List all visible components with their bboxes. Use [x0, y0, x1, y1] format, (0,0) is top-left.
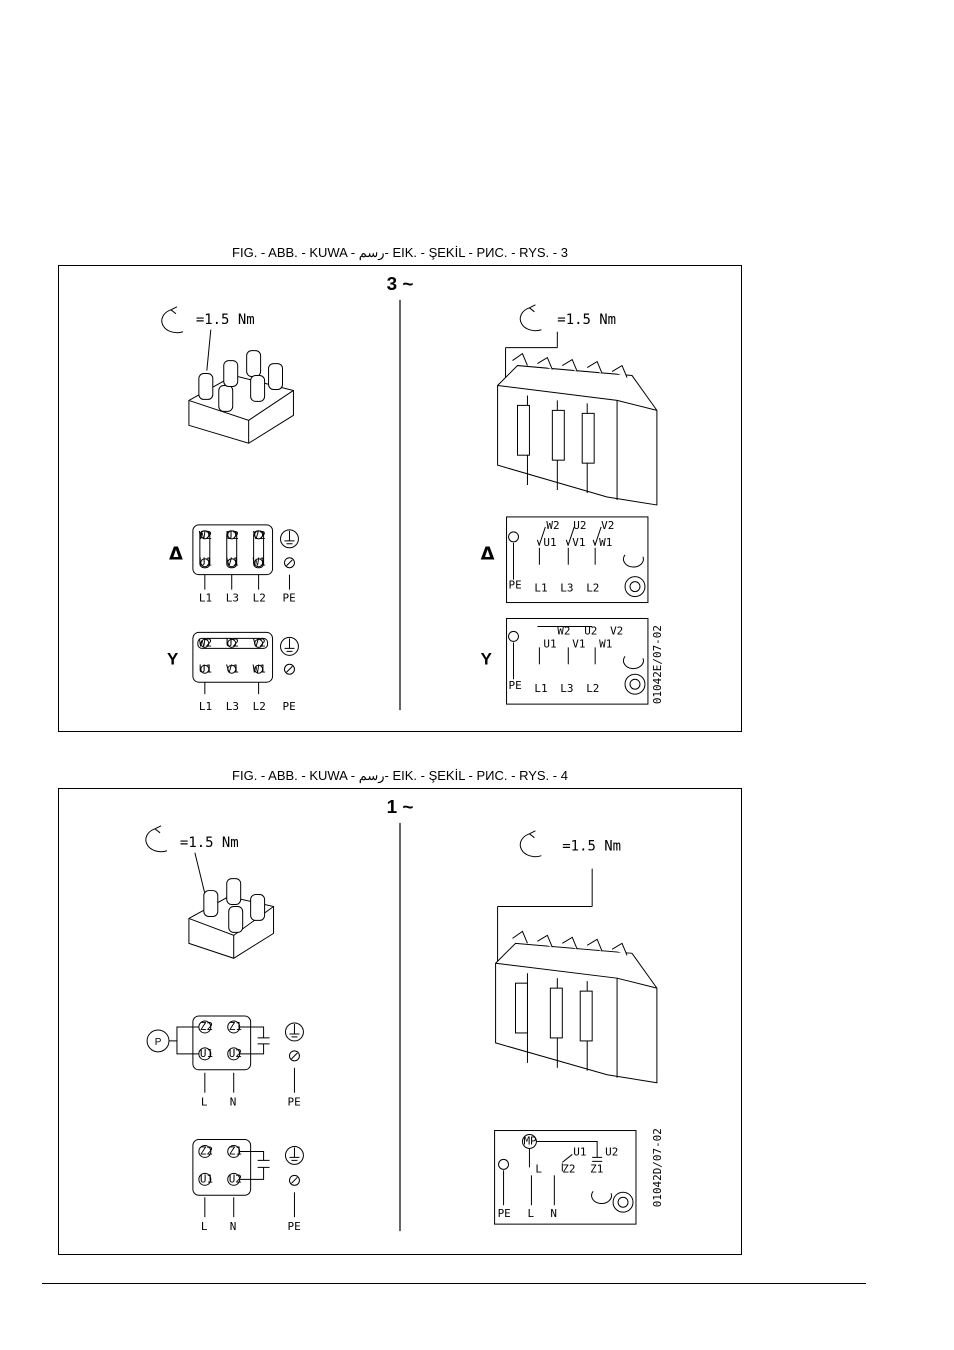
- svg-text:W1: W1: [599, 637, 613, 651]
- fig4-left-a-diagram: [147, 1016, 303, 1093]
- footer-rule: [42, 1283, 866, 1284]
- svg-text:PE: PE: [287, 1095, 301, 1109]
- fig3-code: 01042E/07-02: [650, 625, 664, 705]
- svg-text:Z2: Z2: [199, 1019, 214, 1033]
- svg-text:W1: W1: [252, 662, 266, 676]
- fig3-caption: FIG. - ABB. - KUWA - رسم- EIK. - ŞEKİL - РИС. - RYS. - 3: [232, 245, 568, 260]
- svg-text:L: L: [527, 1207, 535, 1221]
- svg-text:U1: U1: [543, 637, 557, 651]
- svg-text:W2: W2: [557, 624, 571, 638]
- fig4-code: 01042D/07-02: [650, 1128, 664, 1208]
- fig3-panel: [58, 265, 742, 732]
- svg-text:V2: V2: [252, 636, 266, 650]
- svg-text:U1: U1: [198, 662, 213, 676]
- svg-text:PE: PE: [282, 700, 296, 714]
- svg-text:L3: L3: [560, 581, 574, 595]
- fig3-right-delta-labels: [509, 519, 615, 595]
- svg-text:V2: V2: [601, 518, 615, 532]
- fig3-delta-left: Δ: [168, 543, 183, 565]
- svg-text:W2: W2: [198, 528, 213, 542]
- torque-icon: [520, 305, 541, 331]
- fig3-torque-right: =1.5 Nm: [557, 311, 617, 328]
- svg-text:L1: L1: [534, 682, 548, 696]
- svg-text:W2: W2: [546, 518, 560, 532]
- svg-text:U1: U1: [573, 1145, 587, 1159]
- svg-text:W1: W1: [599, 535, 613, 549]
- fig4-torque-left: =1.5 Nm: [179, 834, 239, 851]
- svg-text:U2: U2: [584, 624, 598, 638]
- fig4-drawing: [59, 789, 741, 1254]
- svg-text:U1: U1: [199, 1172, 214, 1186]
- terminal-block-cage-drawing: [498, 354, 657, 505]
- fig4-right-labels: [498, 1134, 619, 1220]
- svg-text:L: L: [200, 1095, 208, 1109]
- torque-icon: [146, 826, 167, 852]
- svg-text:U2: U2: [573, 518, 587, 532]
- fig4-torque-right: =1.5 Nm: [562, 838, 622, 855]
- svg-text:U2: U2: [228, 1172, 242, 1186]
- svg-text:U1: U1: [199, 1046, 214, 1060]
- svg-text:U2: U2: [225, 636, 239, 650]
- svg-text:L1: L1: [198, 591, 213, 605]
- fig3-phase: 3 ~: [386, 273, 414, 295]
- svg-text:N: N: [229, 1220, 237, 1234]
- svg-text:V1: V1: [225, 662, 239, 676]
- svg-text:V2: V2: [252, 528, 266, 542]
- svg-text:Z1: Z1: [590, 1162, 604, 1176]
- svg-text:Z2: Z2: [199, 1144, 214, 1158]
- svg-text:Z1: Z1: [228, 1019, 242, 1033]
- svg-text:W1: W1: [252, 555, 266, 569]
- svg-text:L2: L2: [586, 682, 600, 696]
- terminal-block-6-drawing: [189, 351, 294, 444]
- fig3-delta-right: Δ: [480, 543, 495, 565]
- fig4-caption: FIG. - ABB. - KUWA - رسم- EIK. - ŞEKİL - РИС. - RYS. - 4: [232, 768, 568, 783]
- svg-text:PE: PE: [282, 591, 296, 605]
- svg-text:PE: PE: [508, 679, 522, 693]
- fig4-phase: 1 ~: [386, 796, 414, 818]
- svg-text:PE: PE: [287, 1220, 301, 1234]
- svg-text:L3: L3: [225, 700, 239, 714]
- svg-text:Z2: Z2: [562, 1162, 576, 1176]
- fig3-drawing: [59, 266, 741, 731]
- fig4-panel: [58, 788, 742, 1255]
- svg-text:N: N: [550, 1207, 557, 1221]
- terminal-block-4-drawing: [189, 879, 274, 959]
- fig3-torque-left: =1.5 Nm: [195, 311, 255, 328]
- fig3-star-left: Y: [167, 649, 179, 669]
- svg-text:U1: U1: [543, 535, 557, 549]
- svg-text:L2: L2: [252, 700, 266, 714]
- svg-text:U1: U1: [198, 555, 213, 569]
- svg-text:P: P: [154, 1036, 162, 1048]
- svg-text:U2: U2: [228, 1046, 242, 1060]
- svg-text:L1: L1: [198, 700, 213, 714]
- fig3-right-star-diagram: [507, 618, 648, 704]
- svg-text:L: L: [535, 1162, 543, 1176]
- svg-text:V2: V2: [610, 624, 624, 638]
- torque-icon: [162, 307, 183, 333]
- svg-text:L2: L2: [586, 581, 600, 595]
- torque-icon: [520, 831, 541, 857]
- svg-text:U2: U2: [225, 528, 239, 542]
- svg-text:MP: MP: [523, 1134, 537, 1148]
- svg-text:V1: V1: [572, 535, 586, 549]
- svg-text:U2: U2: [605, 1145, 619, 1159]
- fig3-left-delta-labels: [199, 529, 296, 605]
- svg-text:PE: PE: [497, 1207, 511, 1221]
- svg-text:V1: V1: [225, 555, 239, 569]
- svg-text:PE: PE: [508, 578, 522, 592]
- fig3-right-star-labels: [509, 624, 624, 695]
- fig3-star-right: Y: [480, 649, 492, 669]
- svg-text:L3: L3: [225, 591, 239, 605]
- svg-text:Z1: Z1: [228, 1144, 242, 1158]
- svg-text:N: N: [229, 1095, 237, 1109]
- svg-text:W2: W2: [198, 636, 213, 650]
- terminal-block-cage-drawing: [496, 931, 657, 1082]
- svg-text:V1: V1: [572, 637, 586, 651]
- svg-text:L1: L1: [534, 581, 548, 595]
- svg-text:L2: L2: [252, 591, 266, 605]
- svg-text:L3: L3: [560, 682, 574, 696]
- svg-text:L: L: [200, 1220, 208, 1234]
